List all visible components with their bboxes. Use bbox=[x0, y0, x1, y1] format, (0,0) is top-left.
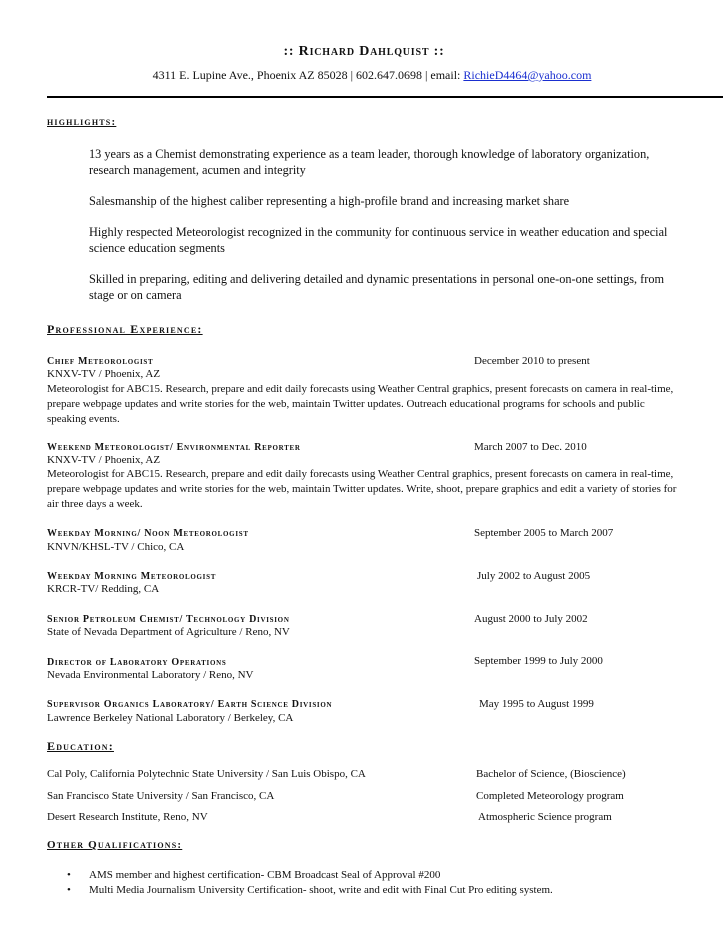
job-organization: KNXV-TV / Phoenix, AZ bbox=[47, 454, 161, 466]
job-title: Director of Laboratory Operations bbox=[47, 657, 227, 668]
job-title: Supervisor Organics Laboratory/ Earth Science Division bbox=[47, 699, 333, 710]
job-organization: Lawrence Berkeley National Laboratory / Berkeley, CA bbox=[47, 712, 294, 724]
job-title: Chief Meteorologist bbox=[47, 356, 154, 367]
job-dates: September 2005 to March 2007 bbox=[474, 527, 614, 539]
header-divider bbox=[47, 96, 723, 98]
job-dates: August 2000 to July 2002 bbox=[474, 613, 588, 625]
job-title: Weekday Morning Meteorologist bbox=[47, 571, 217, 582]
education-degree: Atmospheric Science program bbox=[478, 811, 612, 823]
highlight-item: Highly respected Meteorologist recognized in the community for continuous service in weather education and special science education segments bbox=[89, 225, 668, 255]
highlight-item: Salesmanship of the highest caliber representing a high-profile brand and increasing market share bbox=[89, 194, 570, 208]
education-heading: Education: bbox=[47, 739, 114, 753]
job-dates: December 2010 to present bbox=[474, 355, 590, 367]
email-link[interactable]: RichieD4464@yahoo.com bbox=[463, 68, 592, 82]
job-dates: March 2007 to Dec. 2010 bbox=[474, 441, 587, 453]
other-qualifications-heading: Other Qualifications: bbox=[47, 839, 183, 851]
job-organization: KRCR-TV/ Redding, CA bbox=[47, 583, 160, 595]
job-dates: July 2002 to August 2005 bbox=[477, 570, 591, 582]
education-degree: Completed Meteorology program bbox=[476, 790, 624, 802]
bullet-icon: • bbox=[67, 869, 71, 881]
job-organization: KNXV-TV / Phoenix, AZ bbox=[47, 368, 161, 380]
qualification-item: AMS member and highest certification- CBM Broadcast Seal of Approval #200 bbox=[89, 869, 441, 881]
job-dates: May 1995 to August 1999 bbox=[479, 698, 594, 710]
highlights-heading: highlights: bbox=[47, 116, 117, 128]
experience-heading: Professional Experience: bbox=[47, 322, 203, 336]
highlight-item: 13 years as a Chemist demonstrating experience as a team leader, thorough knowledge of laboratory organization, research management, acumen and integrity bbox=[89, 147, 650, 177]
job-organization: State of Nevada Department of Agriculture / Reno, NV bbox=[47, 626, 290, 638]
education-degree: Bachelor of Science, (Bioscience) bbox=[476, 768, 626, 780]
address-phone: 4311 E. Lupine Ave., Phoenix AZ 85028 | 602.647.0698 | email: bbox=[152, 68, 464, 82]
education-school: Desert Research Institute, Reno, NV bbox=[47, 811, 208, 823]
job-title: Senior Petroleum Chemist/ Technology Division bbox=[47, 614, 290, 625]
education-school: San Francisco State University / San Francisco, CA bbox=[47, 790, 275, 802]
education-school: Cal Poly, California Polytechnic State University / San Luis Obispo, CA bbox=[47, 768, 366, 780]
qualification-item: Multi Media Journalism University Certification- shoot, write and edit with Final Cut Pro editing system. bbox=[89, 884, 553, 896]
job-organization: KNVN/KHSL-TV / Chico, CA bbox=[47, 541, 185, 553]
job-description: Meteorologist for ABC15. Research, prepare and edit daily forecasts using Weather Central graphics, present forecasts on camera in real-time, prepare webpage updates and write stories for the web, maintain Twitter updates. Write, shoot, prepare graphics and edit a variety of stories for air three days a week. bbox=[47, 468, 677, 510]
job-dates: September 1999 to July 2000 bbox=[474, 655, 603, 667]
bullet-icon: • bbox=[67, 884, 71, 896]
job-title: Weekday Morning/ Noon Meteorologist bbox=[47, 528, 249, 539]
candidate-name: :: Richard Dahlquist :: bbox=[283, 44, 445, 59]
highlight-item: Skilled in preparing, editing and delivering detailed and dynamic presentations in personal one-on-one settings, from stage or on camera bbox=[89, 272, 665, 302]
job-title: Weekend Meteorologist/ Environmental Reporter bbox=[47, 442, 301, 453]
contact-line bbox=[0, 68, 728, 83]
job-description: Meteorologist for ABC15. Research, prepare and edit daily forecasts using Weather Central graphics, present forecasts on camera in real-time, prepare webpage updates and write stories for the web, maintain Twitter updates. Outreach educational programs for schools and public speaking events. bbox=[47, 383, 674, 425]
job-organization: Nevada Environmental Laboratory / Reno, NV bbox=[47, 669, 254, 681]
